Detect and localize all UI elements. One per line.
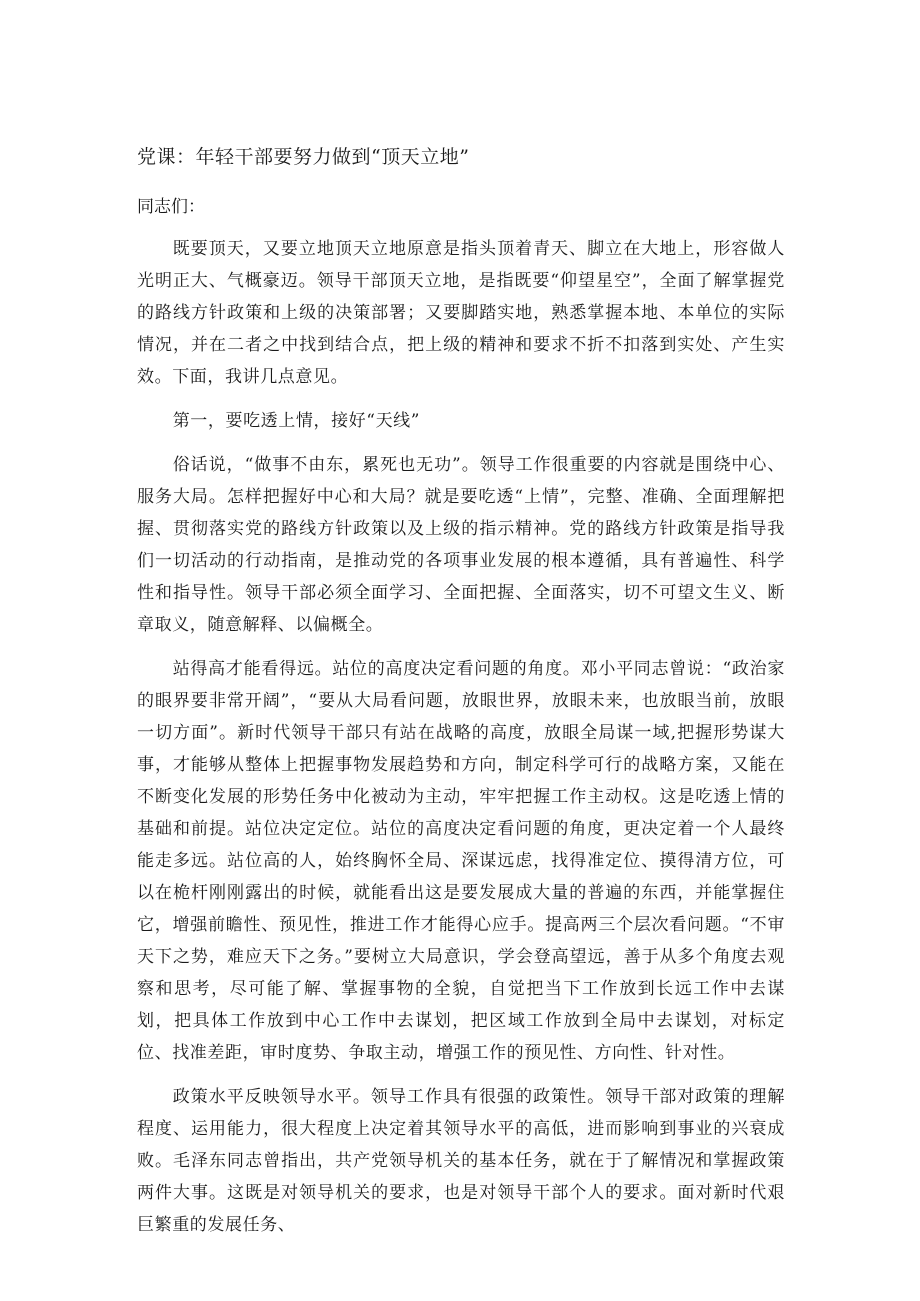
body-paragraph-2: 站得高才能看得远。站位的高度决定看问题的角度。邓小平同志曾说：“政治家的眼界要非常开阔”，“要从大局看问题，放眼世界，放眼未来，也放眼当前，放眼一切方面”。新时代领导干部只有站在战略的高度，放眼全局谋一域,把握形势谋大事，才能够从整体上把握事物发展趋势和方向，制定科学可行的战略方案，又能在不断变化发展的形势任务中化被动为主动，牢牢把握工作主动权。这是吃透上情的基础和前提。站位决定定位。站位的高度决定看问题的角度，更决定着一个人最终能走多远。站位高的人，始终胸怀全局、深谋远虑，找得准定位、摸得清方位，可以在桅杆刚刚露出的时候，就能看出这是要发展成大量的普遍的东西，并能掌握住它，增强前瞻性、预见性，推进工作才能得心应手。提高两三个层次看问题。“不审天下之势，难应天下之务。”要树立大局意识，学会登高望远，善于从多个角度去观察和思考，尽可能了解、掌握事物的全貌，自觉把当下工作放到长远工作中去谋划，把具体工作放到中心工作中去谋划，把区域工作放到全局中去谋划，对标定位、找准差距，审时度势、争取主动，增强工作的预见性、方向性、针对性。 [137,659,785,1063]
document-page [137,143,785,1253]
document-title: 党课：年轻干部要努力做到“顶天立地” [137,146,470,168]
salutation: 同志们： [137,197,205,217]
body-paragraph-3: 政策水平反映领导水平。领导工作具有很强的政策性。领导干部对政策的理解程度、运用能力，很大程度上决定着其领导水平的高低，进而影响到事业的兴衰成败。毛泽东同志曾指出，共产党领导机关的基本任务，就在于了解情况和掌握政策两件大事。这既是对领导机关的要求，也是对领导干部个人的要求。面对新时代艰巨繁重的发展任务、 [137,1087,785,1235]
section-heading-1: 第一，要吃透上情，接好“天线” [172,411,421,431]
body-paragraph-1: 俗话说，“做事不由东，累死也无功”。领导工作很重要的内容就是围绕中心、服务大局。怎样把握好中心和大局？就是要吃透“上情”，完整、准确、全面理解把握、贯彻落实党的路线方针政策以及上级的指示精神。党的路线方针政策是指导我们一切活动的行动指南，是推动党的各项事业发展的根本遵循，具有普遍性、科学性和指导性。领导干部必须全面学习、全面把握、全面落实，切不可望文生义、断章取义，随意解释、以偏概全。 [137,455,785,635]
intro-paragraph: 既要顶天，又要立地顶天立地原意是指头顶着青天、脚立在大地上，形容做人光明正大、气概豪迈。领导干部顶天立地，是指既要“仰望星空”，全面了解掌握党的路线方针政策和上级的决策部署；又要脚踏实地，熟悉掌握本地、本单位的实际情况，并在二者之中找到结合点，把上级的精神和要求不折不扣落到实处、产生实效。下面，我讲几点意见。 [137,239,785,387]
